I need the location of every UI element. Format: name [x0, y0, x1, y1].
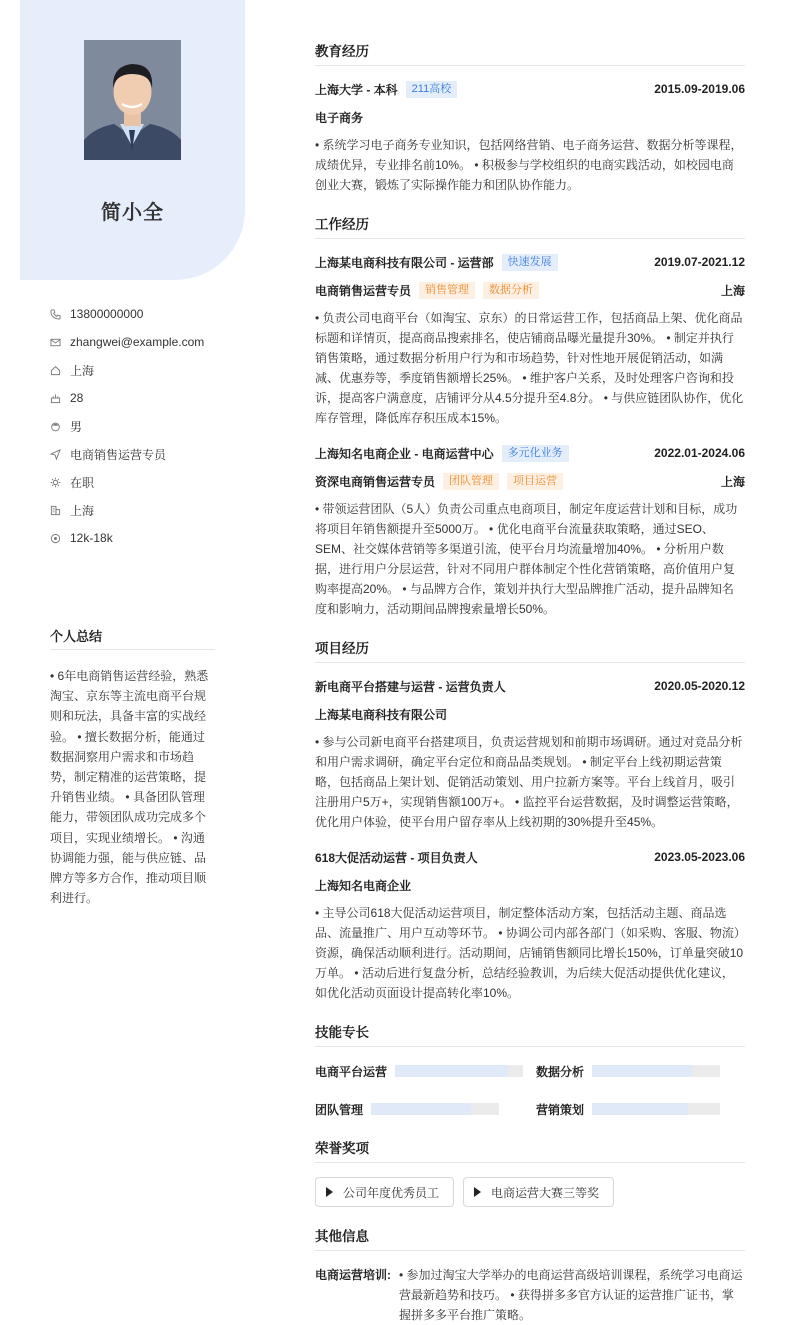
- project-period: 2020.05-2020.12: [654, 679, 745, 693]
- education-major-row: [315, 108, 745, 126]
- contact-salary: [50, 524, 240, 552]
- contact-age: [50, 384, 240, 412]
- work-header-row: [315, 444, 745, 462]
- skill-item: [536, 1061, 745, 1081]
- phone-icon: [50, 307, 70, 321]
- age-icon: [50, 391, 70, 405]
- work-city: 上海: [720, 474, 745, 489]
- email-icon: [50, 335, 70, 349]
- skill-bar: [592, 1103, 720, 1115]
- other-heading: 其他信息: [315, 1225, 745, 1251]
- skill-name: 团队管理: [315, 1102, 364, 1117]
- skill-item: [315, 1099, 536, 1119]
- other-section: [315, 1225, 745, 1325]
- honor-label: 电商运营大赛三等奖: [491, 1185, 600, 1200]
- honors-heading: 荣誉奖项: [315, 1137, 745, 1163]
- work-header-row: [315, 253, 745, 271]
- phone-value: 13800000000: [70, 307, 144, 321]
- gender-value: 男: [70, 419, 83, 434]
- honors-section: [315, 1137, 745, 1207]
- project-org-row: [315, 705, 745, 723]
- summary-heading: 个人总结: [50, 626, 215, 650]
- status-icon: [50, 475, 70, 489]
- skill-name: 营销策划: [536, 1102, 585, 1117]
- work-skill-tag: 团队管理: [443, 473, 499, 490]
- salary-icon: [50, 531, 70, 545]
- contact-position: [50, 440, 240, 468]
- profile-photo: [84, 40, 181, 160]
- skill-bar: [592, 1065, 720, 1077]
- position-icon: [50, 447, 70, 461]
- honors-list: [315, 1177, 745, 1207]
- contact-address: [50, 356, 240, 384]
- honor-badge[interactable]: [315, 1177, 454, 1207]
- city-icon: [50, 503, 70, 517]
- city-value: 上海: [70, 503, 95, 518]
- work-period: 2019.07-2021.12: [654, 255, 745, 269]
- play-icon: [326, 1187, 333, 1197]
- skill-bar-fill: [592, 1103, 688, 1115]
- work-skill-tag: 数据分析: [483, 282, 539, 299]
- salary-value: 12k-18k: [70, 531, 113, 545]
- project-name: 新电商平台搭建与运营 - 运营负责人: [315, 679, 506, 694]
- skill-item: [536, 1099, 745, 1119]
- work-company-tag: 多元化业务: [502, 445, 569, 462]
- project-org-row: [315, 876, 745, 894]
- project-header-row: [315, 677, 745, 695]
- education-major: 电子商务: [315, 110, 364, 125]
- other-label: 电商运营培训:: [315, 1268, 391, 1282]
- skill-name: 电商平台运营: [315, 1064, 388, 1079]
- honor-label: 公司年度优秀员工: [343, 1185, 440, 1200]
- play-icon: [474, 1187, 481, 1197]
- skill-bar: [371, 1103, 499, 1115]
- position-value: 电商销售运营专员: [70, 447, 167, 462]
- email-value: zhangwei@example.com: [70, 335, 205, 349]
- other-text: • 参加过淘宝大学举办的电商运营高级培训课程，系统学习电商运营最新趋势和技巧。 • 获得拼多多官方认证的运营推广证书，掌握拼多多平台推广策略。: [399, 1268, 743, 1322]
- work-heading: 工作经历: [315, 213, 745, 239]
- project-item: [315, 677, 745, 832]
- project-org: 上海知名电商企业: [315, 878, 412, 893]
- skill-bar-fill: [371, 1103, 471, 1115]
- contact-phone: [50, 300, 240, 328]
- candidate-name: 简小全: [101, 202, 164, 224]
- project-header-row: [315, 848, 745, 866]
- skill-bar: [395, 1065, 523, 1077]
- contact-status: [50, 468, 240, 496]
- work-company-tag: 快速发展: [502, 254, 558, 271]
- contact-gender: [50, 412, 240, 440]
- portrait-image: [84, 40, 181, 160]
- skill-name: 数据分析: [536, 1064, 585, 1079]
- project-section: [315, 637, 745, 1003]
- skill-bar-fill: [592, 1065, 692, 1077]
- education-tag: 211高校: [406, 81, 458, 98]
- home-icon: [50, 363, 70, 377]
- work-company: 上海知名电商企业 - 电商运营中心: [315, 446, 494, 461]
- project-name: 618大促活动运营 - 项目负责人: [315, 850, 478, 865]
- project-item: [315, 848, 745, 1003]
- honor-badge[interactable]: [463, 1177, 614, 1207]
- work-skill-tag: 销售管理: [419, 282, 475, 299]
- skill-bar-fill: [395, 1065, 508, 1077]
- project-desc: • 主导公司618大促活动运营项目，制定整体活动方案，包括活动主题、商品选品、流量推广、用户互动等环节。 • 协调公司内部各部门（如采购、客服、物流）资源，确保活动顺利进行。活动期间，店铺销售额同比增长150%，订单量突破10万单。 • 活动后进行复盘分析，总结经验教训，为后续大促活动提供优化建议，如优化活动页面设计提高转化率10%。: [315, 906, 744, 1000]
- work-desc: • 负责公司电商平台（如淘宝、京东）的日常运营工作，包括商品上架、优化商品标题和详情页，提高商品搜索排名，使店铺商品曝光量提升30%。 • 制定并执行销售策略，通过数据分析用户行为和市场趋势，针对性地开展促销活动，如满减、优惠券等，季度销售额增长25%。 • 维护客户关系，及时处理客户咨询和投诉，提高客户满意度，店铺评分从4.5分提升至4.8分。 • 与供应链团队协作，优化库存管理，降低库存积压成本15%。: [315, 311, 744, 425]
- work-skill-tag: 项目运营: [507, 473, 563, 490]
- address-value: 上海: [70, 363, 95, 378]
- contact-city: [50, 496, 240, 524]
- project-heading: 项目经历: [315, 637, 745, 663]
- status-value: 在职: [70, 475, 95, 490]
- skills-section: [315, 1021, 745, 1119]
- age-value: 28: [70, 391, 84, 405]
- education-period: 2015.09-2019.06: [654, 82, 745, 96]
- work-role: 资深电商销售运营专员: [315, 474, 436, 489]
- education-desc: • 系统学习电子商务专业知识，包括网络营销、电子商务运营、数据分析等课程，成绩优异，专业排名前10%。 • 积极参与学校组织的电商实践活动，如校园电商创业大赛，锻炼了实际操作能力和团队协作能力。: [315, 138, 743, 192]
- summary-text: • 6年电商销售运营经验，熟悉淘宝、京东等主流电商平台规则和玩法，具备丰富的实战经验。 • 擅长数据分析，能通过数据洞察用户需求和市场趋势，制定精准的运营策略，提升销售业绩。 • 具备团队管理能力，带领团队成功完成多个项目，实现业绩增长。 • 沟通协调能力强，能与供应链、品牌方等多方合作，推动项目顺利进行。: [50, 669, 209, 906]
- work-city: 上海: [720, 283, 745, 298]
- project-period: 2023.05-2023.06: [654, 850, 745, 864]
- project-desc: • 参与公司新电商平台搭建项目，负责运营规划和前期市场调研。通过对竞品分析和用户需求调研，确定平台定位和商品品类规划。 • 制定平台上线初期运营策略，包括商品上架计划、促销活动策划、用户拉新方案等。平台上线首月，吸引注册用户5万+，实现销售额100万+。 • 监控平台运营数据，及时调整运营策略，优化用户体验，使平台用户留存率从上线初期的30%提升至45%。: [315, 735, 743, 829]
- summary-section: [50, 626, 215, 908]
- education-heading: 教育经历: [315, 40, 745, 66]
- education-header-row: [315, 80, 745, 98]
- project-org: 上海某电商科技有限公司: [315, 707, 448, 722]
- skills-grid: [315, 1061, 745, 1119]
- gender-icon: [50, 419, 70, 433]
- work-section: [315, 213, 745, 619]
- work-role: 电商销售运营专员: [315, 283, 412, 298]
- work-item: [315, 253, 745, 428]
- work-role-row: [315, 281, 745, 299]
- main-column: [315, 40, 745, 1325]
- work-item: [315, 444, 745, 619]
- work-company: 上海某电商科技有限公司 - 运营部: [315, 255, 494, 270]
- contact-list: [50, 300, 240, 552]
- skill-item: [315, 1061, 536, 1081]
- contact-email: [50, 328, 240, 356]
- work-desc: • 带领运营团队（5人）负责公司重点电商项目，制定年度运营计划和目标，成功将项目年销售额提升至5000万。 • 优化电商平台流量获取策略，通过SEO、SEM、社交媒体营销等多渠道引流，使平台月均流量增加40%。 • 分析用户数据，进行用户分层运营，针对不同用户群体制定个性化营销策略，高价值用户复购率提高20%。 • 与品牌方合作，策划并执行大型品牌推广活动，提升品牌知名度和影响力，活动期间品牌搜索量增长50%。: [315, 502, 738, 616]
- education-school: 上海大学 - 本科: [315, 82, 398, 97]
- education-section: [315, 40, 745, 195]
- other-row: [315, 1265, 745, 1325]
- work-period: 2022.01-2024.06: [654, 446, 745, 460]
- skills-heading: 技能专长: [315, 1021, 745, 1047]
- work-role-row: [315, 472, 745, 490]
